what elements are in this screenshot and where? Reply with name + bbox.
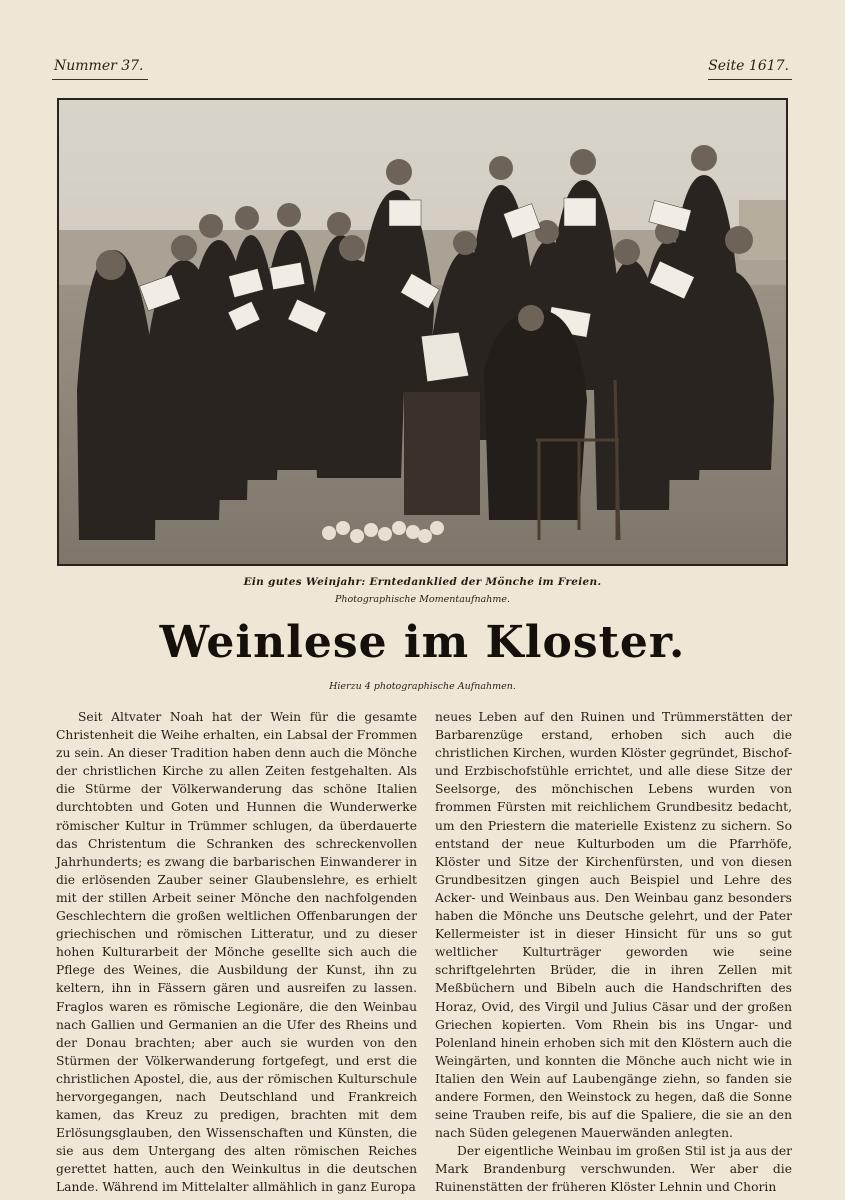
text-column-left bbox=[56, 708, 417, 1197]
photo-caption: Ein gutes Weinjahr: Erntedanklied der Mönche im Freien. bbox=[243, 576, 602, 588]
paragraph-continued: neues Leben auf den Ruinen und Trümmerstätten der Barbarenzüge erstand, erhoben sich auch die christlichen Kirchen, wurden Klöster gegründet, Bischof- und Erzbischofstühle errichtet, und alle diese Sitze der Seelsorge, des mönchischen Lebens wurden von frommen Fürsten mit reichlichem Grundbesitz bedacht, um den Priestern die materielle Existenz zu sichern. So entstand der neue Kulturboden um die Pfarrhöfe, Klöster und Sitze der Kirchenfürsten, und von diesen Grundbesitzen gingen auch Beispiel und Lehre des Acker- und Weinbaus aus. Den Weinbau ganz besonders haben die Mönche uns Deutsche gelehrt, und der Pater Kellermeister ist in dieser Hinsicht für uns so gut weltlicher Kulturträger geworden wie seine schriftgelehrten Brüder, die in ihren Zellen mit Meßbüchern und Bibeln auch die Handschriften des Horaz, Ovid, des Virgil und Julius Cäsar und der großen Griechen kopierten. Vom Rhein bis ins Ungar- und Polenland hinein erhoben sich mit den Klöstern auch die Weingärten, und konnten die Mönche auch nicht wie in Italien den Wein auf Laubengänge ziehn, so fanden sie andere Formen, den Weinstock zu hegen, daß die Sonne seine Trauben reife, bis auf die Spaliere, die sie an den nach Süden gelegenen Mauerwänden anlegten. bbox=[435, 710, 793, 1141]
monks-photograph bbox=[57, 98, 788, 566]
photo-illustration bbox=[59, 100, 786, 564]
article-byline: Hierzu 4 photographische Aufnahmen. bbox=[329, 681, 516, 692]
text-column-right bbox=[435, 708, 792, 1197]
page-number: Seite 1617. bbox=[708, 58, 789, 74]
article-title: Weinlese im Kloster. bbox=[159, 617, 686, 668]
photo-credit: Photographische Momentaufnahme. bbox=[334, 594, 511, 605]
header-rule-left bbox=[52, 79, 148, 80]
header-rule-right bbox=[708, 79, 792, 80]
issue-number: Nummer 37. bbox=[54, 58, 144, 74]
paragraph-1: Seit Altvater Noah hat der Wein für die gesamte Christenheit die Weihe erhalten, ein Labsal der Frommen zu sein. An dieser Tradition haben denn auch die Mönche der christlichen Kirche zu allen Zeiten festgehalten. Als die Stürme der Völkerwanderung das schöne Italien durchtobten und Goten und Hunnen die Wunderwerke römischer Kultur in Trümmer schlugen, da überdauerte das Christentum die Schranken des schreckenvollen Jahrhunderts; es zwang die barbarischen Einwanderer in die erlösenden Zauber seiner Glaubenslehre, es erhielt mit der stillen Arbeit seiner Mönche den nachfolgenden Geschlechtern die großen weltlichen Offenbarungen der griechischen und römischen Litteratur, und zu dieser hohen Kulturarbeit der Mönche gesellte sich auch die Pflege des Weines, die Ausbildung der Kunst, ihn zu keltern, ihn in Fässern gären und ausreifen zu lassen. Fraglos waren es römische Legionäre, die den Weinbau nach Gallien und Germanien an die Ufer des Rheins und der Donau brachten; aber auch sie wurden von den Stürmen der Völkerwanderung fortgefegt, und erst die christlichen Apostel, die, aus der römischen Kulturschule hervorgegangen, nach Deutschland und Frankreich kamen, das Kreuz zu predigen, brachten mit dem Erlösungsglauben, den Wissenschaften und Künsten, die sie aus dem Untergang des alten römischen Reiches gerettet hatten, auch den Weinkultus in die deutschen Lande. Während im Mittelalter allmählich in ganz Europa bbox=[56, 710, 417, 1195]
paragraph-2: Der eigentliche Weinbau im großen Stil ist ja aus der Mark Brandenburg verschwunden. Wer aber die Ruinenstätten der früheren Klöster Lehnin und Chorin bbox=[435, 1144, 792, 1195]
